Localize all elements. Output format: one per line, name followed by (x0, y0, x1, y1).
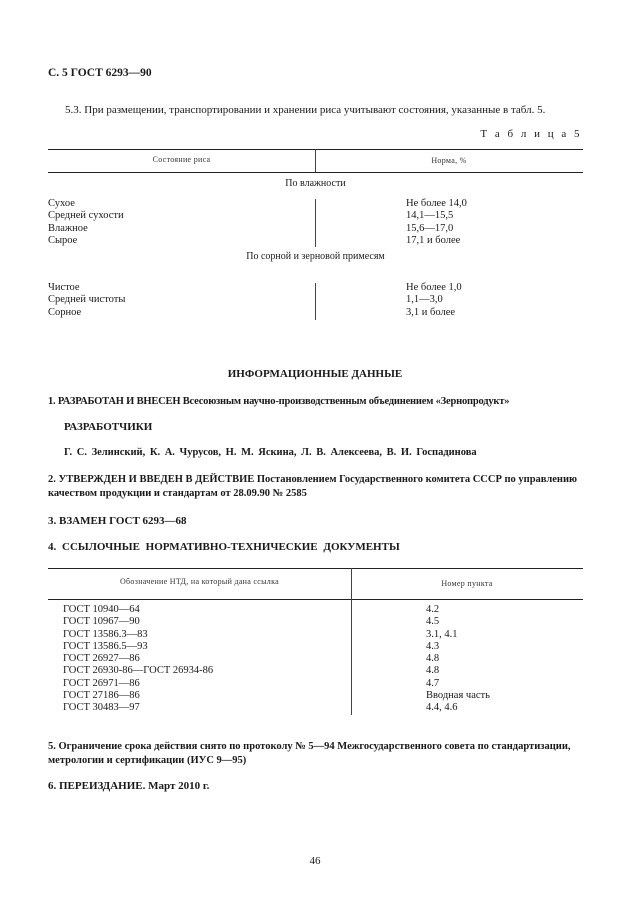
developers-heading: РАЗРАБОТЧИКИ (64, 421, 153, 433)
ref-table-header-rule (48, 599, 583, 600)
table-cell: 3,1 и более (406, 306, 456, 318)
info-item-4: 4. ССЫЛОЧНЫЕ НОРМАТИВНО-ТЕХНИЧЕСКИЕ ДОКУМЕНТЫ (48, 541, 400, 553)
info-title: ИНФОРМАЦИОННЫЕ ДАННЫЕ (227, 368, 403, 380)
table-cell: 4.8 (426, 665, 440, 677)
table-cell: 17,1 и более (406, 234, 461, 246)
table5-group2-states (48, 282, 125, 319)
table5-group1-states (48, 198, 124, 247)
table-cell: Не более 1,0 (406, 282, 462, 293)
page-number: 46 (309, 855, 321, 867)
table-cell: ГОСТ 10940—64 (63, 604, 140, 615)
table-cell: 4.2 (426, 604, 440, 615)
table-cell: ГОСТ 10967—90 (63, 616, 140, 628)
table-cell: 1,1—3,0 (406, 294, 443, 306)
info-item-3: 3. ВЗАМЕН ГОСТ 6293—68 (48, 515, 187, 527)
page-header: С. 5 ГОСТ 6293—90 (48, 67, 152, 79)
table-cell: 4.7 (426, 677, 440, 689)
table-cell: ГОСТ 13586.5—93 (63, 640, 148, 652)
ref-col-item: Номер пункта (441, 579, 493, 588)
table5-group2-divider (315, 283, 316, 320)
table-cell: ГОСТ 26971—86 (63, 677, 140, 689)
table-caption: Т а б л и ц а 5 (480, 128, 582, 140)
ref-item-column (426, 604, 490, 715)
info-item-1: 1. РАЗРАБОТАН И ВНЕСЕН Всесоюзным научно-производственным объединением «Зернопродукт» (48, 396, 510, 407)
table-cell: Сырое (48, 234, 78, 246)
table-cell: ГОСТ 30483—97 (63, 702, 140, 714)
table5-col-norm: Норма, % (431, 156, 467, 165)
table-cell: Не более 14,0 (406, 198, 467, 209)
info-item-5: 5. Ограничение срока действия снято по протоколу № 5—94 Межгосударственного совета по стандартизации, метрологии и сертификации (ИУС 9—95) (48, 741, 571, 766)
table5-group1-norms (406, 198, 467, 247)
developers-list: Г. С. Зелинский, К. А. Чурусов, Н. М. Яскина, Л. В. Алексеева, В. И. Госпадинова (64, 447, 477, 458)
table5-col-state: Состояние риса (152, 155, 211, 164)
table-cell: Средней сухости (48, 210, 124, 222)
table-cell: ГОСТ 13586.3—83 (63, 628, 148, 640)
table-cell: ГОСТ 26927—86 (63, 653, 140, 665)
table5-group2-norms (406, 282, 462, 319)
table-cell: Сухое (48, 198, 75, 209)
table-cell: Чистое (48, 282, 80, 293)
table5-group1-divider (315, 199, 316, 247)
table-cell: 4.5 (426, 616, 440, 628)
table5-group-moisture: По влажности (285, 178, 346, 189)
table-cell: Средней чистоты (48, 294, 126, 306)
table-cell: 14,1—15,5 (406, 210, 454, 222)
ref-table-body-divider (351, 599, 352, 715)
ref-col-doc: Обозначение НТД, на который дана ссылка (119, 577, 280, 586)
table-cell: 3.1, 4.1 (426, 628, 458, 640)
table-cell: 4.4, 4.6 (426, 702, 458, 714)
info-item-2: 2. УТВЕРЖДЕН И ВВЕДЕН В ДЕЙСТВИЕ Постановлением Государственного комитета СССР по управлению качеством продукции и стандартам от 28.09.90 № 2585 (48, 474, 578, 499)
table-cell: ГОСТ 26930-86—ГОСТ 26934-86 (63, 665, 214, 677)
table-cell: Влажное (48, 222, 88, 234)
table5-group-impurities: По сорной и зерновой примесям (246, 251, 385, 262)
info-item-6: 6. ПЕРЕИЗДАНИЕ. Март 2010 г. (48, 780, 210, 792)
table-cell: 15,6—17,0 (406, 222, 454, 234)
table-cell: Сорное (48, 306, 82, 318)
clause-5-3: 5.3. При размещении, транспортировании и хранении риса учитывают состояния, указанные в табл. 5. (65, 104, 546, 116)
table-cell: ГОСТ 27186—86 (63, 690, 140, 702)
ref-table-top-rule (48, 568, 583, 569)
ref-doc-column (63, 604, 213, 715)
table-cell: 4.8 (426, 653, 440, 665)
table-cell: Вводная часть (426, 690, 490, 702)
table5-header-rule (48, 172, 583, 173)
table-cell: 4.3 (426, 640, 440, 652)
